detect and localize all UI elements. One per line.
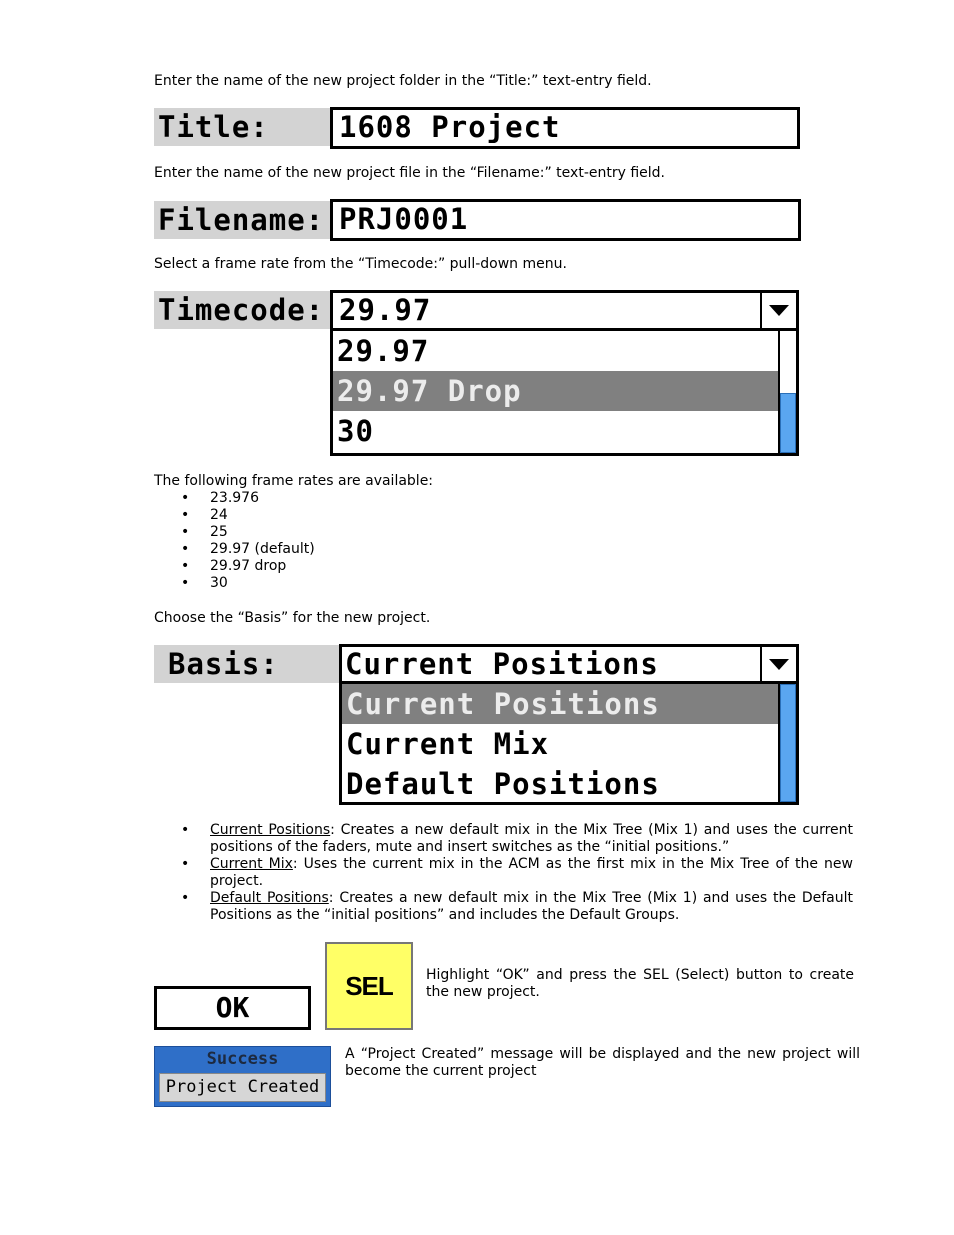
basis-options-list [339,684,799,805]
timecode-selected-value: 29.97 [339,293,432,327]
filename-instruction: Enter the name of the new project file in the “Filename:” text-entry field. [154,165,665,181]
filename-label: Filename: [154,201,330,239]
list-item [154,856,853,890]
term-current-positions: Current Positions [210,822,331,838]
description-text: : Creates a new default mix in the Mix Tree (Mix 1) and uses the current positions of the faders, mute and insert switches as the “initial positions.” [210,822,853,855]
timecode-scroll-thumb[interactable] [780,393,796,453]
chevron-down-icon[interactable] [760,647,796,681]
basis-selected-value: Current Positions [345,647,659,681]
title-instruction: Enter the name of the new project folder in the “Title:” text-entry field. [154,73,652,89]
basis-option[interactable]: Default Positions [346,767,660,801]
timecode-options-list [330,331,799,456]
timecode-option[interactable]: 30 [337,414,374,448]
timecode-instruction: Select a frame rate from the “Timecode:” pull-down menu. [154,256,567,272]
description-text: : Creates a new default mix in the Mix Tree (Mix 1) and uses the Default Positions as the “initial positions” and includes the Default Groups. [210,890,853,923]
term-default-positions: Default Positions [210,890,329,906]
title-label: Title: [154,108,330,146]
sel-button[interactable]: SEL [325,942,413,1030]
list-item: • 29.97 drop [154,558,315,575]
list-item [154,890,853,924]
dialog-message: Project Created [159,1073,326,1102]
list-item [154,822,853,856]
title-input[interactable]: 1608 Project [330,107,800,149]
basis-scrollbar[interactable] [778,684,796,802]
dialog-title: Success [206,1049,279,1069]
list-item: • 25 [154,524,315,541]
frame-rates-intro: The following frame rates are available: [154,473,434,489]
list-item: • 29.97 (default) [154,541,315,558]
filename-input[interactable]: PRJ0001 [330,199,801,241]
created-instruction: A “Project Created” message will be displayed and the new project will become the current project [345,1046,860,1079]
basis-option[interactable]: Current Mix [346,727,550,761]
timecode-label: Timecode: [154,291,330,329]
basis-label: Basis: [154,645,340,683]
success-dialog [154,1046,331,1107]
chevron-down-icon[interactable] [760,293,796,328]
ok-instruction: Highlight “OK” and press the SEL (Select) button to create the new project. [426,967,854,1000]
basis-descriptions-list [154,822,853,924]
timecode-option-highlighted[interactable]: 29.97 Drop [333,371,778,411]
basis-option-highlighted[interactable]: Current Positions [342,684,778,724]
ok-button[interactable]: OK [154,986,311,1030]
timecode-option[interactable]: 29.97 [337,334,430,368]
timecode-scrollbar[interactable] [778,331,796,453]
frame-rates-list [154,490,315,592]
basis-dropdown[interactable] [339,644,799,684]
description-text: : Uses the current mix in the ACM as the first mix in the Mix Tree of the new project. [210,856,853,889]
list-item: • 30 [154,575,315,592]
timecode-dropdown[interactable] [330,290,799,331]
term-current-mix: Current Mix [210,856,293,872]
list-item: • 24 [154,507,315,524]
basis-instruction: Choose the “Basis” for the new project. [154,610,431,626]
list-item: • 23.976 [154,490,315,507]
basis-scroll-thumb[interactable] [780,684,796,802]
